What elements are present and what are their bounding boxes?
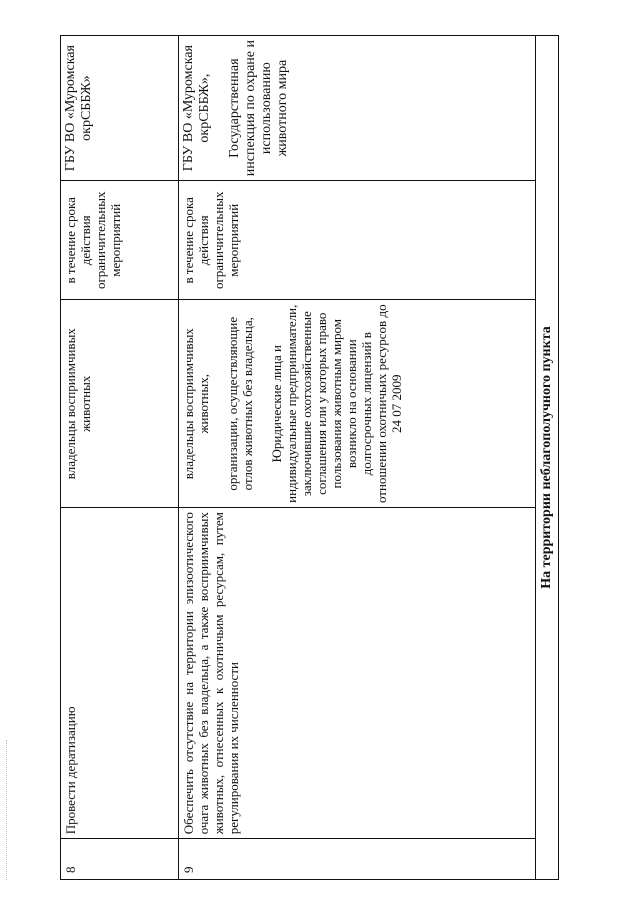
action-cell: Провести дератизацию	[61, 508, 179, 839]
responsible-inspection: Государственная инспекция по охране и использованию животного мира	[227, 40, 290, 177]
scan-artifact	[6, 740, 8, 880]
measures-table	[60, 35, 559, 880]
performers-cell: владельцы восприимчивых животных	[61, 300, 179, 508]
performers-owners: владельцы восприимчивых животных,	[181, 328, 211, 480]
responsible-cell: ГБУ ВО «Муромская окрСББЖ»	[61, 36, 179, 181]
action-cell: Обеспечить отсутствие на территории эпизоотического очага животных без владельца, а также восприимчивых животных, отнесенных к охотничьим ресурсам, путем регулирования их численности	[179, 508, 536, 839]
performers-legal-entities: Юридические лица и индивидуальные предприниматели, заключившие охотхозяйственные соглашения или у которых право пользования животным миром возникло на основании долгосрочных лицензий в отношении охотничьих ресурсов до 24 07 2009	[269, 304, 404, 504]
table-row	[61, 36, 179, 880]
section-row	[536, 36, 559, 880]
row-number: 9	[179, 839, 536, 880]
responsible-sbbzh: ГБУ ВО «Муромская окрСББЖ»,	[181, 45, 212, 172]
section-title: На территории неблагополучного пункта	[536, 36, 559, 880]
performers-organizations: организации, осуществляющие отлов животных без владельца,	[225, 316, 255, 491]
term-cell: в течение срока действия ограничительных мероприятий	[61, 181, 179, 300]
term-cell: в течение срока действия ограничительных мероприятий	[179, 181, 536, 300]
rotated-page	[60, 35, 560, 880]
responsible-cell	[179, 36, 536, 181]
row-number: 8	[61, 839, 179, 880]
table-row	[179, 36, 536, 880]
performers-cell	[179, 300, 536, 508]
